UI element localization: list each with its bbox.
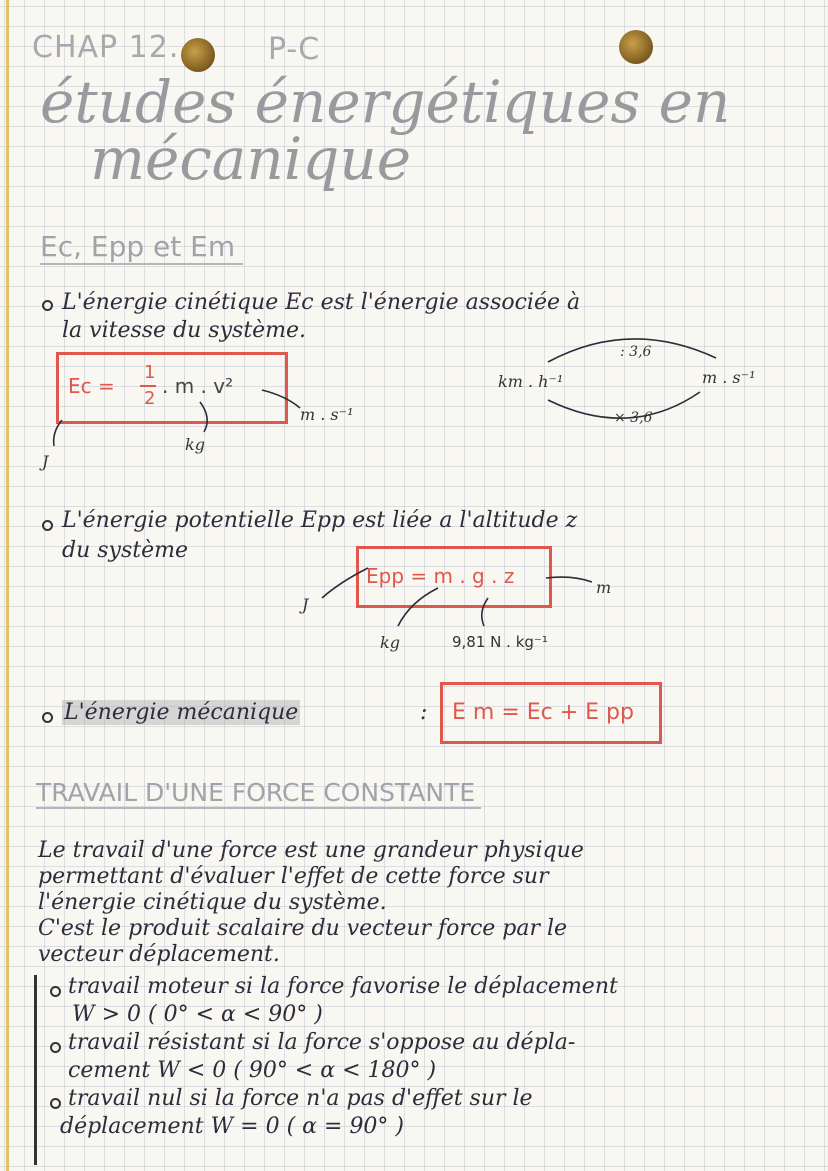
potential-formula: Epp = m . g . z (366, 564, 515, 588)
mechanical-label-text: L'énergie mécanique (64, 700, 299, 725)
work-type-line: travail résistant si la force s'oppose au dépla- (68, 1030, 576, 1055)
conv-divide: : 3,6 (620, 344, 652, 360)
work-type-condition: W > 0 ( 0° < α < 90° ) (72, 1002, 323, 1027)
work-para-line: l'énergie cinétique du système. (38, 890, 387, 915)
arrow-to-ms (262, 390, 300, 408)
unit-mass: kg (185, 435, 205, 454)
work-type-condition: déplacement W = 0 ( α = 90° ) (60, 1114, 405, 1139)
arrow-to-kg-epp (398, 588, 438, 626)
conv-multiply: × 3,6 (614, 410, 653, 426)
work-type-condition: cement W < 0 ( 90° < α < 180° ) (68, 1058, 437, 1083)
kinetic-line1: L'énergie cinétique Ec est l'énergie associée à (62, 290, 581, 315)
arrow-to-m-epp (546, 577, 592, 582)
kinetic-formula-lhs: Ec = (68, 374, 115, 398)
page-title-line1: études énergétiques en (40, 68, 731, 136)
page-title-line2: mécanique (90, 125, 412, 193)
conv-left-unit: km . h⁻¹ (498, 372, 564, 391)
kinetic-fraction-den: 2 (144, 388, 156, 409)
unit-altitude: m (596, 578, 612, 597)
work-para-line: C'est le produit scalaire du vecteur force par le (38, 916, 568, 941)
work-para-line: permettant d'évaluer l'effet de cette force sur (38, 864, 549, 889)
subject-label: P-C (268, 32, 321, 67)
mechanical-formula: E m = Ec + E pp (452, 700, 634, 725)
arrow-to-j (54, 420, 62, 446)
section-heading-work: TRAVAIL D'UNE FORCE CONSTANTE (36, 778, 481, 809)
potential-line2: du système (62, 538, 188, 563)
unit-ec: J (42, 452, 49, 471)
arrow-to-j-epp (322, 568, 368, 598)
arrow-conv-top (548, 339, 716, 362)
chapter-number: CHAP 12. (32, 30, 180, 65)
mechanical-separator: : (420, 700, 428, 725)
work-type-line: travail moteur si la force favorise le déplacement (68, 974, 618, 999)
potential-line1: L'énergie potentielle Epp est liée a l'altitude z (62, 508, 578, 533)
arrow-to-g (482, 598, 488, 626)
arrow-conv-bottom (548, 392, 700, 418)
unit-velocity: m . s⁻¹ (300, 405, 354, 424)
unit-epp: J (302, 595, 309, 614)
conv-right-unit: m . s⁻¹ (702, 368, 756, 387)
section-heading-energies: Ec, Epp et Em (40, 230, 243, 265)
work-type-line: travail nul si la force n'a pas d'effet sur le (68, 1086, 533, 1111)
kinetic-line2: la vitesse du système. (62, 318, 307, 343)
arrow-to-kg (200, 402, 207, 432)
kinetic-formula-rhs: . m . v² (162, 374, 234, 398)
work-para-line: Le travail d'une force est une grandeur physique (38, 838, 584, 863)
work-para-line: vecteur déplacement. (38, 942, 280, 967)
unit-gravity: 9,81 N . kg⁻¹ (452, 633, 548, 651)
unit-mass-epp: kg (380, 633, 400, 652)
kinetic-fraction-num: 1 (144, 362, 156, 383)
